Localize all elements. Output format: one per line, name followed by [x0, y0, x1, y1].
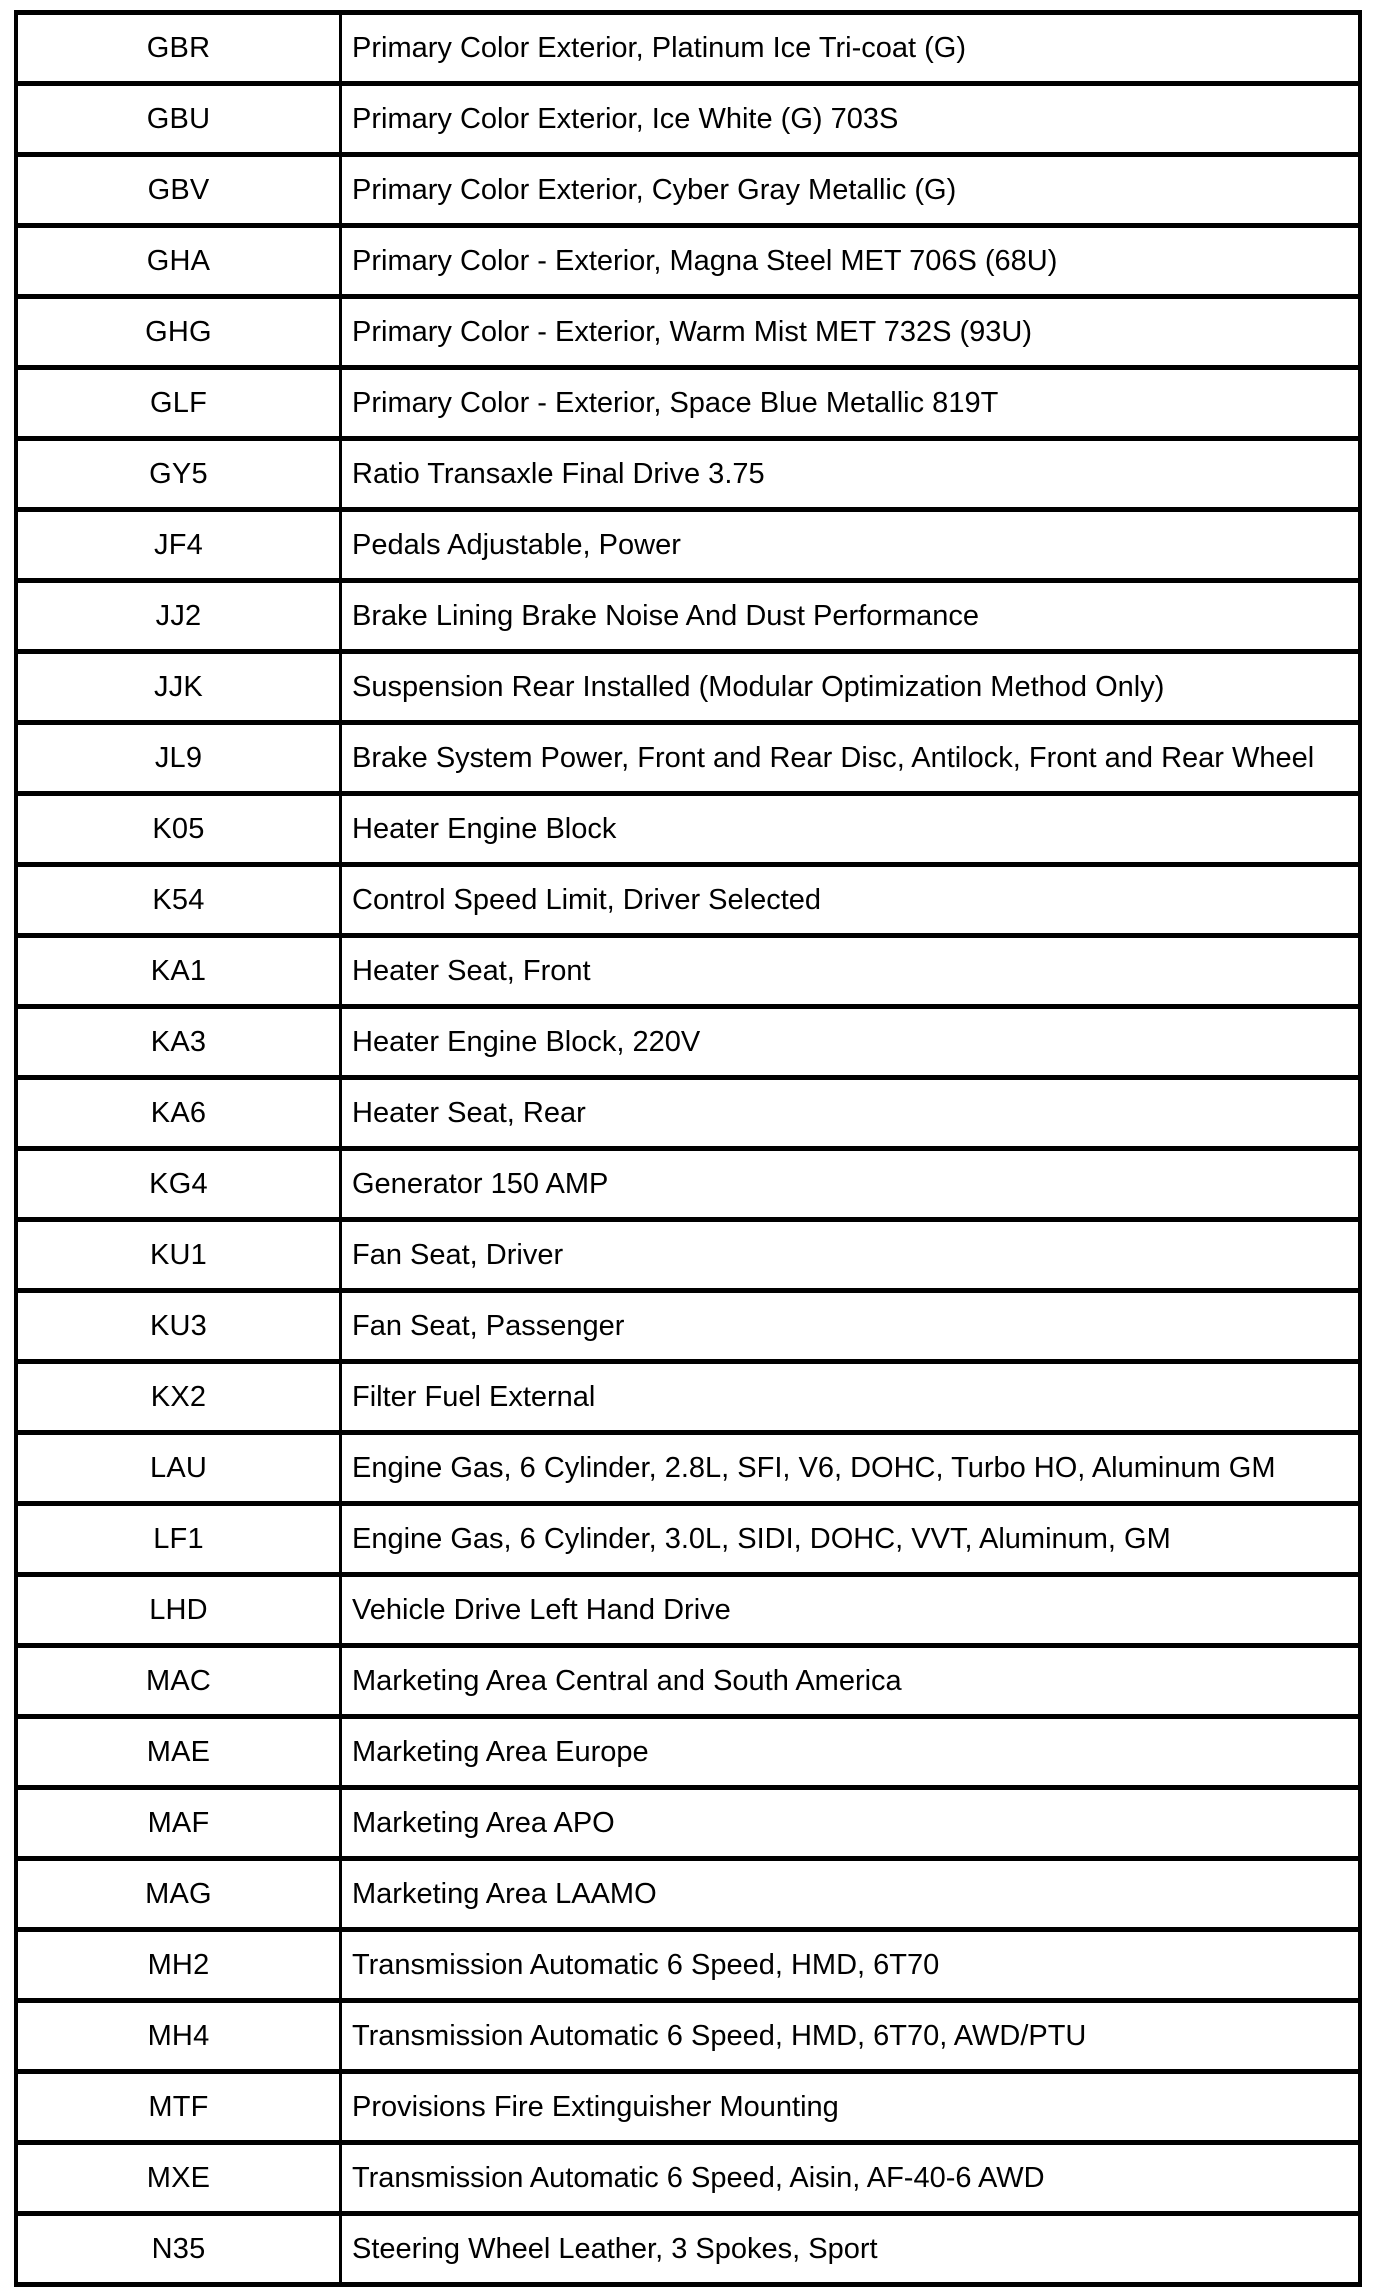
rpo-description-cell: Primary Color - Exterior, Warm Mist MET 732S (93U) — [341, 297, 1361, 368]
rpo-description-cell: Brake System Power, Front and Rear Disc, Antilock, Front and Rear Wheel — [341, 723, 1361, 794]
table-row — [16, 2143, 1360, 2214]
rpo-description-cell: Fan Seat, Driver — [341, 1220, 1361, 1291]
rpo-code-cell: MAE — [16, 1717, 341, 1788]
rpo-code-cell: K54 — [16, 865, 341, 936]
rpo-code-cell: KA1 — [16, 936, 341, 1007]
rpo-codes-table — [14, 10, 1362, 2287]
rpo-code-cell: K05 — [16, 794, 341, 865]
rpo-code-cell: JJK — [16, 652, 341, 723]
rpo-code-cell: KA3 — [16, 1007, 341, 1078]
table-row — [16, 155, 1360, 226]
rpo-description-cell: Transmission Automatic 6 Speed, Aisin, AF-40-6 AWD — [341, 2143, 1361, 2214]
rpo-description-cell: Heater Seat, Rear — [341, 1078, 1361, 1149]
rpo-code-cell: KA6 — [16, 1078, 341, 1149]
rpo-description-cell: Brake Lining Brake Noise And Dust Performance — [341, 581, 1361, 652]
rpo-description-cell: Engine Gas, 6 Cylinder, 2.8L, SFI, V6, DOHC, Turbo HO, Aluminum GM — [341, 1433, 1361, 1504]
table-row — [16, 2072, 1360, 2143]
table-row — [16, 439, 1360, 510]
table-row — [16, 510, 1360, 581]
table-row — [16, 865, 1360, 936]
rpo-description-cell: Control Speed Limit, Driver Selected — [341, 865, 1361, 936]
table-row — [16, 1930, 1360, 2001]
rpo-code-cell: GHA — [16, 226, 341, 297]
rpo-code-cell: GY5 — [16, 439, 341, 510]
rpo-code-cell: GBR — [16, 13, 341, 84]
rpo-code-cell: KX2 — [16, 1362, 341, 1433]
rpo-description-cell: Transmission Automatic 6 Speed, HMD, 6T70 — [341, 1930, 1361, 2001]
rpo-code-cell: GLF — [16, 368, 341, 439]
rpo-code-cell: MAF — [16, 1788, 341, 1859]
rpo-code-cell: KU1 — [16, 1220, 341, 1291]
rpo-description-cell: Steering Wheel Leather, 3 Spokes, Sport — [341, 2214, 1361, 2285]
table-row — [16, 1149, 1360, 1220]
rpo-description-cell: Marketing Area LAAMO — [341, 1859, 1361, 1930]
rpo-description-cell: Primary Color Exterior, Cyber Gray Metallic (G) — [341, 155, 1361, 226]
rpo-code-cell: JF4 — [16, 510, 341, 581]
table-row — [16, 2214, 1360, 2285]
table-row — [16, 794, 1360, 865]
rpo-code-cell: MAG — [16, 1859, 341, 1930]
rpo-code-cell: GBU — [16, 84, 341, 155]
rpo-description-cell: Filter Fuel External — [341, 1362, 1361, 1433]
table-row — [16, 297, 1360, 368]
rpo-description-cell: Vehicle Drive Left Hand Drive — [341, 1575, 1361, 1646]
table-row — [16, 1291, 1360, 1362]
table-row — [16, 1007, 1360, 1078]
table-row — [16, 723, 1360, 794]
rpo-code-cell: LAU — [16, 1433, 341, 1504]
rpo-code-cell: GBV — [16, 155, 341, 226]
rpo-description-cell: Primary Color Exterior, Ice White (G) 703S — [341, 84, 1361, 155]
table-row — [16, 1646, 1360, 1717]
rpo-code-cell: JL9 — [16, 723, 341, 794]
table-row — [16, 226, 1360, 297]
rpo-description-cell: Pedals Adjustable, Power — [341, 510, 1361, 581]
table-row — [16, 84, 1360, 155]
table-row — [16, 2001, 1360, 2072]
rpo-codes-table-body — [16, 13, 1360, 2285]
rpo-code-cell: MXE — [16, 2143, 341, 2214]
table-row — [16, 1078, 1360, 1149]
rpo-description-cell: Primary Color Exterior, Platinum Ice Tri-coat (G) — [341, 13, 1361, 84]
rpo-code-cell: GHG — [16, 297, 341, 368]
rpo-code-cell: MAC — [16, 1646, 341, 1717]
rpo-description-cell: Fan Seat, Passenger — [341, 1291, 1361, 1362]
table-row — [16, 1362, 1360, 1433]
rpo-code-cell: MTF — [16, 2072, 341, 2143]
rpo-code-cell: KG4 — [16, 1149, 341, 1220]
table-row — [16, 1859, 1360, 1930]
rpo-description-cell: Generator 150 AMP — [341, 1149, 1361, 1220]
table-row — [16, 936, 1360, 1007]
table-row — [16, 581, 1360, 652]
rpo-code-cell: N35 — [16, 2214, 341, 2285]
rpo-code-cell: MH2 — [16, 1930, 341, 2001]
rpo-description-cell: Marketing Area Central and South America — [341, 1646, 1361, 1717]
table-row — [16, 1788, 1360, 1859]
rpo-description-cell: Heater Seat, Front — [341, 936, 1361, 1007]
rpo-description-cell: Transmission Automatic 6 Speed, HMD, 6T70, AWD/PTU — [341, 2001, 1361, 2072]
table-row — [16, 1717, 1360, 1788]
rpo-code-cell: KU3 — [16, 1291, 341, 1362]
table-row — [16, 13, 1360, 84]
rpo-description-cell: Marketing Area APO — [341, 1788, 1361, 1859]
rpo-code-cell: MH4 — [16, 2001, 341, 2072]
rpo-description-cell: Provisions Fire Extinguisher Mounting — [341, 2072, 1361, 2143]
rpo-code-cell: JJ2 — [16, 581, 341, 652]
rpo-description-cell: Marketing Area Europe — [341, 1717, 1361, 1788]
rpo-description-cell: Ratio Transaxle Final Drive 3.75 — [341, 439, 1361, 510]
rpo-code-cell: LHD — [16, 1575, 341, 1646]
rpo-description-cell: Suspension Rear Installed (Modular Optimization Method Only) — [341, 652, 1361, 723]
rpo-description-cell: Primary Color - Exterior, Space Blue Metallic 819T — [341, 368, 1361, 439]
rpo-description-cell: Heater Engine Block, 220V — [341, 1007, 1361, 1078]
table-row — [16, 1504, 1360, 1575]
rpo-code-cell: LF1 — [16, 1504, 341, 1575]
table-row — [16, 368, 1360, 439]
table-row — [16, 1575, 1360, 1646]
rpo-description-cell: Engine Gas, 6 Cylinder, 3.0L, SIDI, DOHC, VVT, Aluminum, GM — [341, 1504, 1361, 1575]
table-row — [16, 652, 1360, 723]
table-row — [16, 1433, 1360, 1504]
rpo-description-cell: Heater Engine Block — [341, 794, 1361, 865]
table-row — [16, 1220, 1360, 1291]
rpo-description-cell: Primary Color - Exterior, Magna Steel MET 706S (68U) — [341, 226, 1361, 297]
